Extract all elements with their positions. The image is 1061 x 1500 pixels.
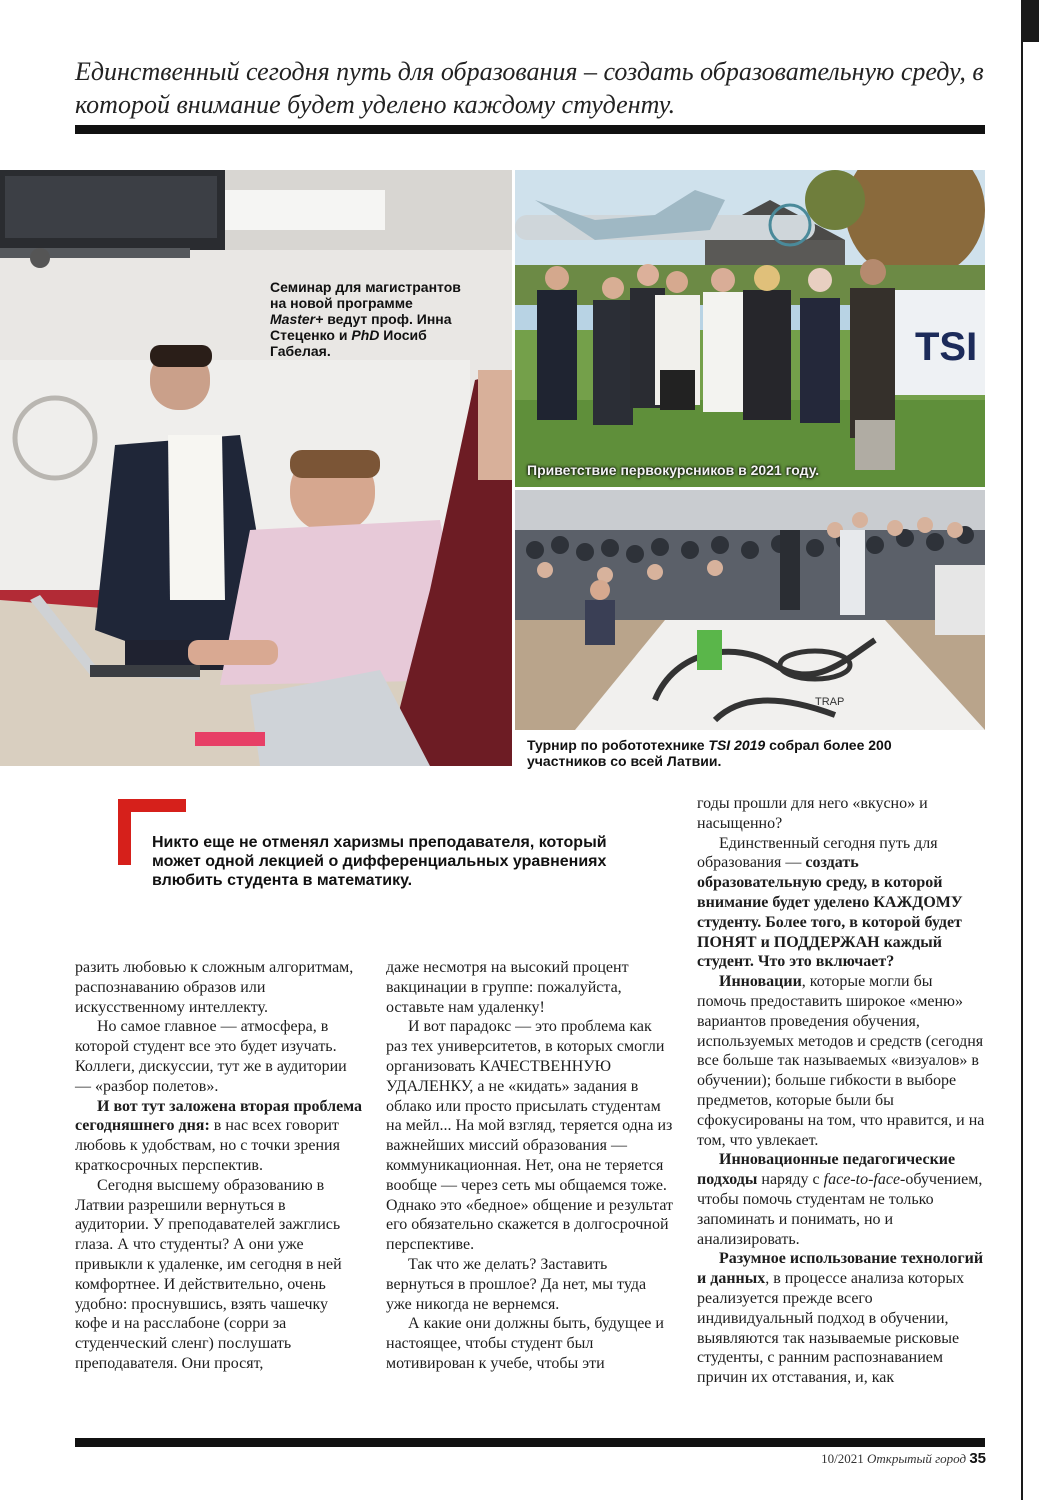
col3-paragraph-4: Инновационные педагогические подходы наряду с face-to-face-обучением, чтобы помочь студентам не только запоминать и понимать, но и анализировать. [697,1151,983,1248]
pull-quote: Единственный сегодня путь для образования – создать образовательную среду, в которой внимание будет уделено каждому студенту. [75,57,984,119]
page-edge-tab [1021,0,1039,42]
tournament-caption: Турнир по робототехнике TSI 2019 собрал более 200 участников со всей Латвии. [527,737,892,769]
col3-paragraph-3: Инновации, которые могли бы помочь предоставить широкое «меню» вариантов проведения обучения, используемых методов и средств (сегодня все больше так называемых «визуалов» в обучении); больше гибкости в выборе предметов, которые были бы сфокусированы на том, что нравится, и на том, что увлекает. [697,973,985,1149]
page-number: 35 [969,1450,986,1467]
col2-paragraph-1: даже несмотря на высокий процент вакцинации в группе: пожалуйста, оставьте нам удаленку! [386,959,629,1016]
magazine-title: Открытый город [866,1451,967,1466]
track-label: TRAP [815,696,845,708]
col1-paragraph-2: Но самое главное — атмосфера, в которой студент все это будет изучать. Коллеги, дискуссии, тут же в аудитории — «разбор полетов». [75,1018,347,1095]
col3-paragraph-5: Разумное использование технологий и данных, в процессе анализа которых реализуется прежде всего индивидуальный подход в обучении, выявляются так называемые рисковые студенты, с ранним распознаванием причин их отставания, и, как [697,1250,984,1387]
tsi-banner-text: TSI [915,325,978,369]
text-column-1 [75,958,363,1374]
seminar-photo [0,170,512,766]
col2-paragraph-4: А какие они должны быть, будущее и настоящее, чтобы студент был мотивирован к учебе, чтобы эти [386,1315,664,1372]
welcome-caption: Приветствие первокурсников в 2021 году. [527,462,820,478]
text-column-2 [386,958,674,1374]
text-column-3 [697,794,985,1388]
tournament-photo [515,490,985,730]
footer-rule [75,1438,985,1447]
col2-paragraph-3: Так что же делать? Заставить вернуться в прошлое? Да нет, мы туда уже никогда не вернемся. [386,1255,647,1313]
issue-number: 10/2021 [821,1451,864,1466]
col3-paragraph-1: годы прошли для него «вкусно» и насыщенно? [697,795,928,832]
seminar-caption: Семинар для магистрантов на новой программе Master+ ведут проф. Инна Стеценко и PhD Иосиб Габелая. [270,279,461,359]
lead-quote: Никто еще не отменял харизмы преподавателя, который может одной лекцией о дифференциальных уравнениях влюбить студента в математику. [152,834,607,889]
col1-paragraph-4: Сегодня высшему образованию в Латвии разрешили вернуться в аудитории. У преподавателей зажглись глаза. А что студенты? А они уже привыкли к удаленке, им сегодня в ней комфортнее. И действительно, очень удобно: проснувшись, взять чашечку кофе и на расслабоне (сорри за студенческий сленг) послушать преподавателя. Они просят, [75,1176,342,1372]
welcome-photo [515,170,985,487]
col1-paragraph-3: И вот тут заложена вторая проблема сегодняшнего дня: в нас всех говорит любовь к удобствам, но с точки зрения краткосрочных перспектив. [75,1097,363,1174]
page-edge-line [1021,0,1023,1500]
page-edge-marker [1021,0,1061,1500]
page-footer [700,1451,986,1467]
col3-paragraph-2: Единственный сегодня путь для образования — создать образовательную среду, в которой внимание будет уделено КАЖДОМУ студенту. Более того, в которой будет ПОНЯТ и ПОДДЕРЖАН каждый студент. Что это включает? [697,834,963,971]
col1-paragraph-1: разить любовью к сложным алгоритмам, распознаванию образов или искусственному интеллекту. [75,959,354,1016]
pull-quote-rule [75,125,985,134]
col2-paragraph-2: И вот парадокс — это проблема как раз тех университетов, в которых смогли организовать КАЧЕСТВЕННУЮ УДАЛЕНКУ, а не «кидать» задания в облако или просто присылать студентам на мейл... На мой взгляд, теряется одна из важнейших миссий образования — коммуникационная. Нет, она не теряется вообще — через сеть мы общаемся тоже. Однако это «бедное» общение и результат его обязательно скажется в долгосрочной перспективе. [386,1018,674,1254]
